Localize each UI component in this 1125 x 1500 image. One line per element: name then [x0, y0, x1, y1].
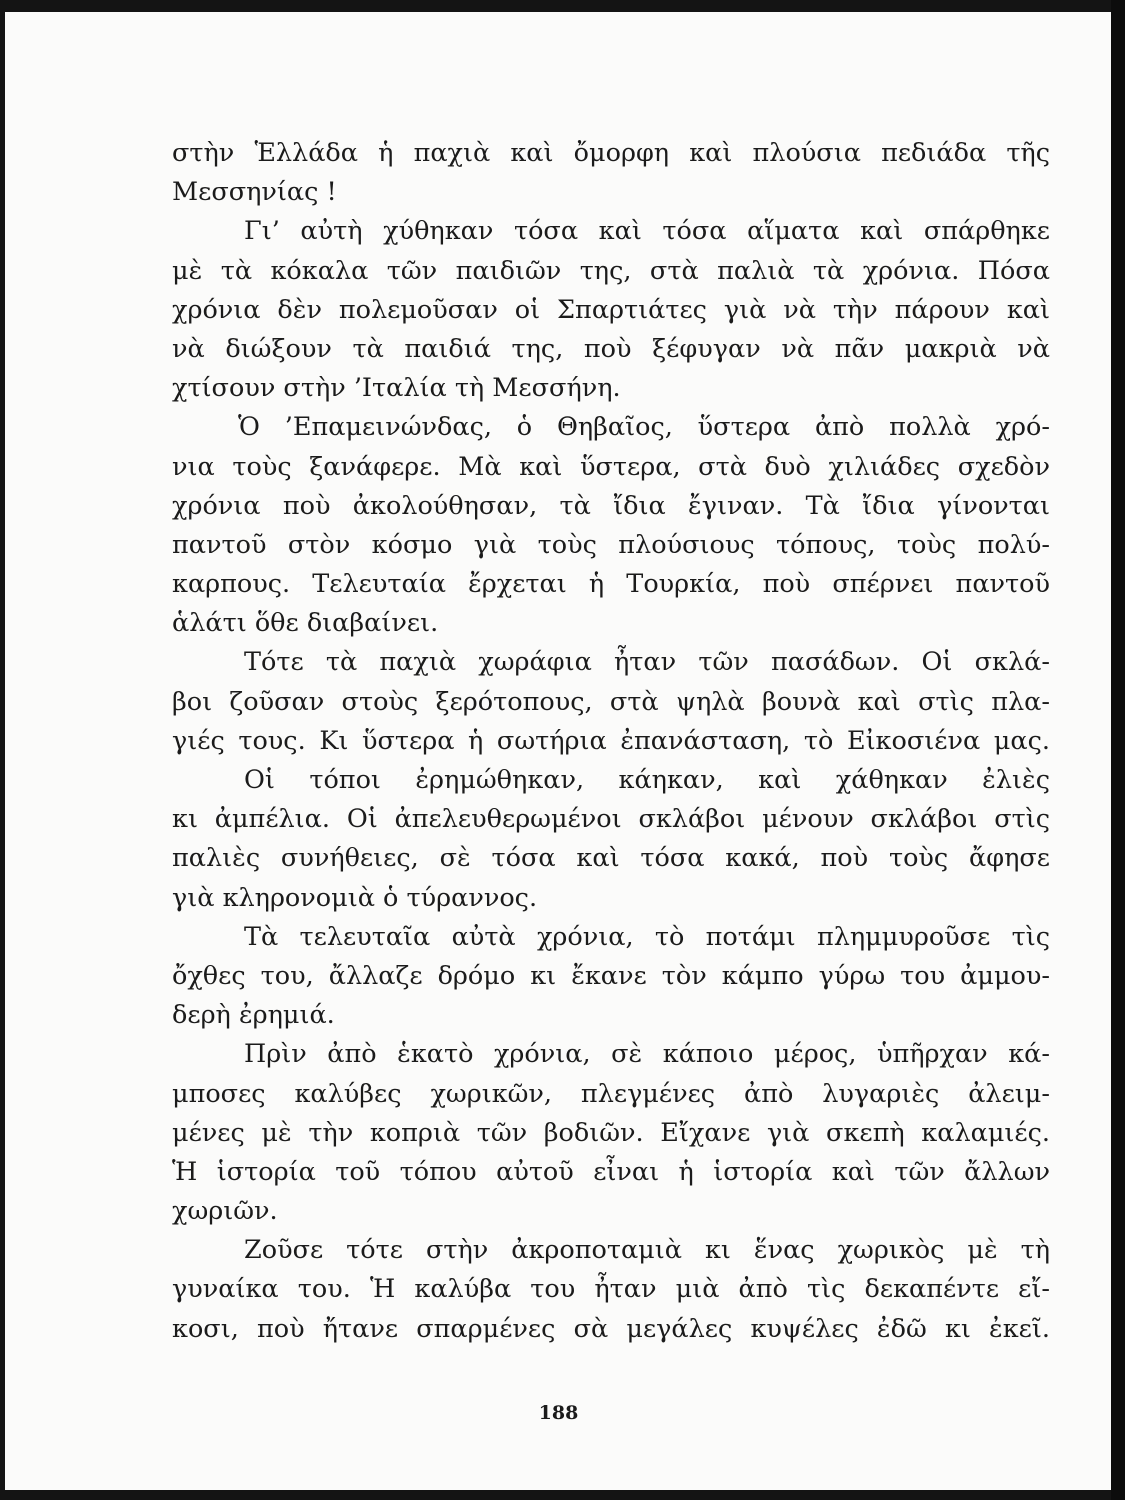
text-line: χρόνια δὲν πολεμοῦσαν οἱ Σπαρτιάτες γιὰ νὰ τὴν πάρουν καὶ — [172, 294, 1050, 325]
text-line: δερὴ ἐρημιά. — [172, 1000, 335, 1031]
text-line: γιὰ κληρονομιὰ ὁ τύραννος. — [172, 882, 538, 913]
text-line: Ὁ ’Επαμεινώνδας, ὁ Θηβαῖος, ὕστερα ἀπὸ πολλὰ χρό- — [238, 412, 1050, 443]
text-line: Γι’ αὐτὴ χύθηκαν τόσα καὶ τόσα αἵματα καὶ σπάρθηκε — [244, 216, 1050, 247]
text-line: Ζοῦσε τότε στὴν ἀκροποταμιὰ κι ἕνας χωρικὸς μὲ τὴ — [244, 1235, 1050, 1266]
text-line: γυναίκα του. Ἡ καλύβα του ἦταν μιὰ ἀπὸ τὶς δεκαπέντε εἴ- — [172, 1274, 1050, 1305]
text-line: Τὰ τελευταῖα αὐτὰ χρόνια, τὸ ποτάμι πλημμυροῦσε τὶς — [244, 921, 1050, 952]
text-line: βοι ζοῦσαν στοὺς ξερότοπους, στὰ ψηλὰ βουνὰ καὶ στὶς πλα- — [172, 686, 1050, 717]
text-line: κι ἀμπέλια. Οἱ ἀπελευθερωμένοι σκλάβοι μένουν σκλάβοι στὶς — [172, 804, 1050, 835]
text-line: ὄχθες του, ἄλλαζε δρόμο κι ἔκανε τὸν κάμπο γύρω του ἀμμου- — [172, 960, 1050, 991]
text-line: Πρὶν ἀπὸ ἑκατὸ χρόνια, σὲ κάποιο μέρος, ὑπῆρχαν κά- — [244, 1039, 1050, 1070]
text-line: νια τοὺς ξανάφερε. Μὰ καὶ ὕστερα, στὰ δυὸ χιλιάδες σχεδὸν — [172, 451, 1050, 482]
text-line: Ἡ ἱστορία τοῦ τόπου αὐτοῦ εἶναι ἡ ἱστορία καὶ τῶν ἄλλων — [172, 1156, 1050, 1187]
text-line: μποσες καλύβες χωρικῶν, πλεγμένες ἀπὸ λυγαριὲς ἀλειμ- — [172, 1078, 1050, 1109]
book-page — [5, 12, 1112, 1490]
scan-border — [1111, 0, 1125, 1500]
text-line: γιές τους. Κι ὕστερα ἡ σωτήρια ἐπανάσταση, τὸ Εἰκοσιένα μας. — [172, 725, 1050, 756]
text-line: νὰ διώξουν τὰ παιδιά της, ποὺ ξέφυγαν νὰ πᾶν μακριὰ νὰ — [172, 333, 1050, 364]
text-line: κοσι, ποὺ ἤτανε σπαρμένες σὰ μεγάλες κυψέλες ἐδῶ κι ἐκεῖ. — [172, 1313, 1050, 1344]
text-line: χτίσουν στὴν ’Ιταλία τὴ Μεσσήνη. — [172, 373, 621, 404]
text-line: καρπους. Τελευταία ἔρχεται ἡ Τουρκία, ποὺ σπέρνει παντοῦ — [172, 569, 1050, 600]
text-line: στὴν Ἑλλάδα ἡ παχιὰ καὶ ὄμορφη καὶ πλούσια πεδιάδα τῆς — [172, 138, 1050, 168]
body-text — [172, 134, 1050, 1349]
text-line: Οἱ τόποι ἐρημώθηκαν, κάηκαν, καὶ χάθηκαν ἐλιὲς — [244, 765, 1050, 795]
text-line: μὲ τὰ κόκαλα τῶν παιδιῶν της, στὰ παλιὰ τὰ χρόνια. Πόσα — [172, 255, 1050, 286]
text-line: Τότε τὰ παχιὰ χωράφια ἦταν τῶν πασάδων. Οἱ σκλά- — [244, 647, 1050, 678]
text-line: μένες μὲ τὴν κοπριὰ τῶν βοδιῶν. Εἴχανε γιὰ σκεπὴ καλαμιές. — [172, 1117, 1050, 1148]
text-line: ἁλάτι ὅθε διαβαίνει. — [172, 608, 439, 639]
text-line: χωριῶν. — [172, 1196, 278, 1227]
text-line: Μεσσηνίας ! — [172, 177, 337, 208]
text-line: παλιὲς συνήθειες, σὲ τόσα καὶ τόσα κακά, ποὺ τοὺς ἄφησε — [172, 843, 1050, 874]
text-line: παντοῦ στὸν κόσμο γιὰ τοὺς πλούσιους τόπους, τοὺς πολύ- — [172, 529, 1050, 560]
page-number: 188 — [538, 1402, 579, 1424]
text-line: χρόνια ποὺ ἀκολούθησαν, τὰ ἴδια ἔγιναν. Τὰ ἴδια γίνονται — [172, 490, 1050, 521]
